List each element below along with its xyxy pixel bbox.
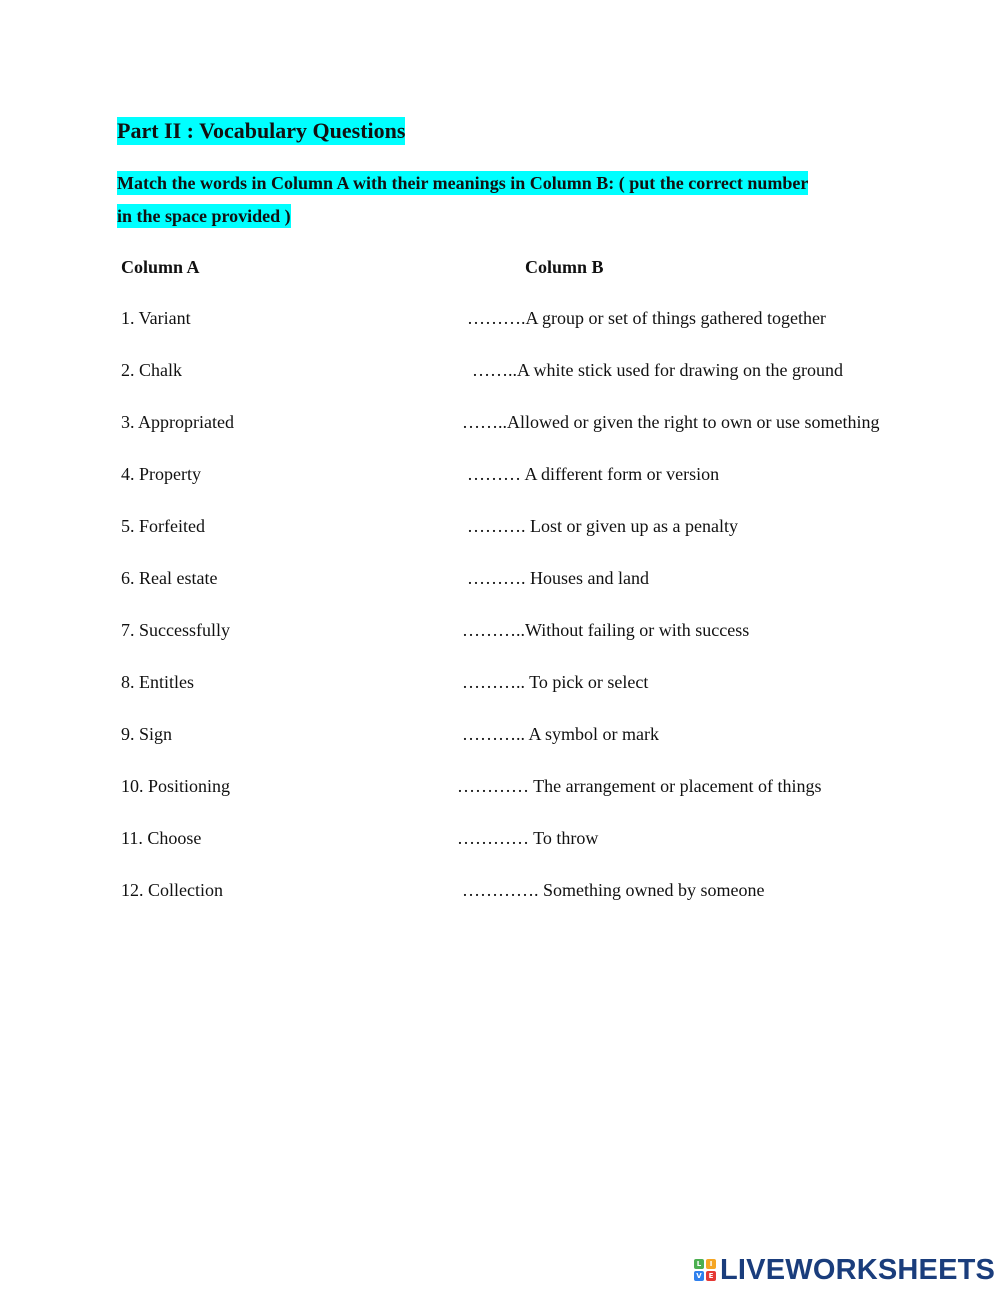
logo-tile-e: E (706, 1271, 716, 1281)
column-a-word: 10. Positioning (121, 776, 231, 796)
column-a-word: 12. Collection (121, 880, 223, 900)
column-b-meaning[interactable]: ……….. A symbol or mark (462, 724, 659, 744)
column-a-word: 8. Entitles (121, 672, 194, 692)
logo-tile-l: L (694, 1259, 704, 1269)
column-a-word: 9. Sign (121, 724, 173, 744)
column-b-meaning[interactable]: ……….A group or set of things gathered together (467, 308, 826, 328)
column-b-meaning[interactable]: ………… To throw (457, 828, 599, 848)
column-b-meaning[interactable]: ……… A different form or version (467, 464, 720, 484)
instruction-line-2: in the space provided ) (117, 206, 291, 226)
liveworksheets-logo-icon (694, 1259, 716, 1281)
match-row (0, 877, 1000, 903)
match-row (0, 721, 1000, 747)
column-b-meaning[interactable]: ……..A white stick used for drawing on the ground (472, 360, 843, 380)
match-row (0, 825, 1000, 851)
match-row (0, 461, 1000, 487)
match-row (0, 409, 1000, 435)
column-a-word: 7. Successfully (121, 620, 230, 640)
match-row (0, 773, 1000, 799)
column-a-word: 3. Appropriated (121, 412, 234, 432)
column-b-meaning[interactable]: ………. Lost or given up as a penalty (467, 516, 738, 536)
logo-tile-i: I (706, 1259, 716, 1269)
match-row (0, 565, 1000, 591)
match-row (0, 669, 1000, 695)
instruction-line-1: Match the words in Column A with their meanings in Column B: ( put the correct number (117, 173, 809, 193)
column-b-meaning[interactable]: ……..Allowed or given the right to own or use something (462, 412, 880, 432)
logo-tile-v: V (694, 1271, 704, 1281)
match-row (0, 305, 1000, 331)
column-a-word: 11. Choose (121, 828, 202, 848)
column-b-meaning[interactable]: ……….. To pick or select (462, 672, 649, 692)
column-a-word: 1. Variant (121, 308, 191, 328)
column-a-header: Column A (121, 257, 200, 277)
column-b-meaning[interactable]: …………. Something owned by someone (462, 880, 765, 900)
match-row (0, 357, 1000, 383)
match-row (0, 617, 1000, 643)
match-row (0, 513, 1000, 539)
column-a-word: 4. Property (121, 464, 201, 484)
column-a-word: 6. Real estate (121, 568, 218, 588)
column-b-meaning[interactable]: ………..Without failing or with success (462, 620, 750, 640)
column-b-meaning[interactable]: ………. Houses and land (467, 568, 649, 588)
brand-name: LIVEWORKSHEETS (720, 1253, 996, 1286)
part-title: Part II : Vocabulary Questions (117, 118, 406, 143)
column-b-header: Column B (525, 257, 604, 277)
column-a-word: 2. Chalk (121, 360, 182, 380)
column-a-word: 5. Forfeited (121, 516, 205, 536)
column-b-meaning[interactable]: ………… The arrangement or placement of things (457, 776, 822, 796)
liveworksheets-brand[interactable] (694, 1253, 995, 1287)
